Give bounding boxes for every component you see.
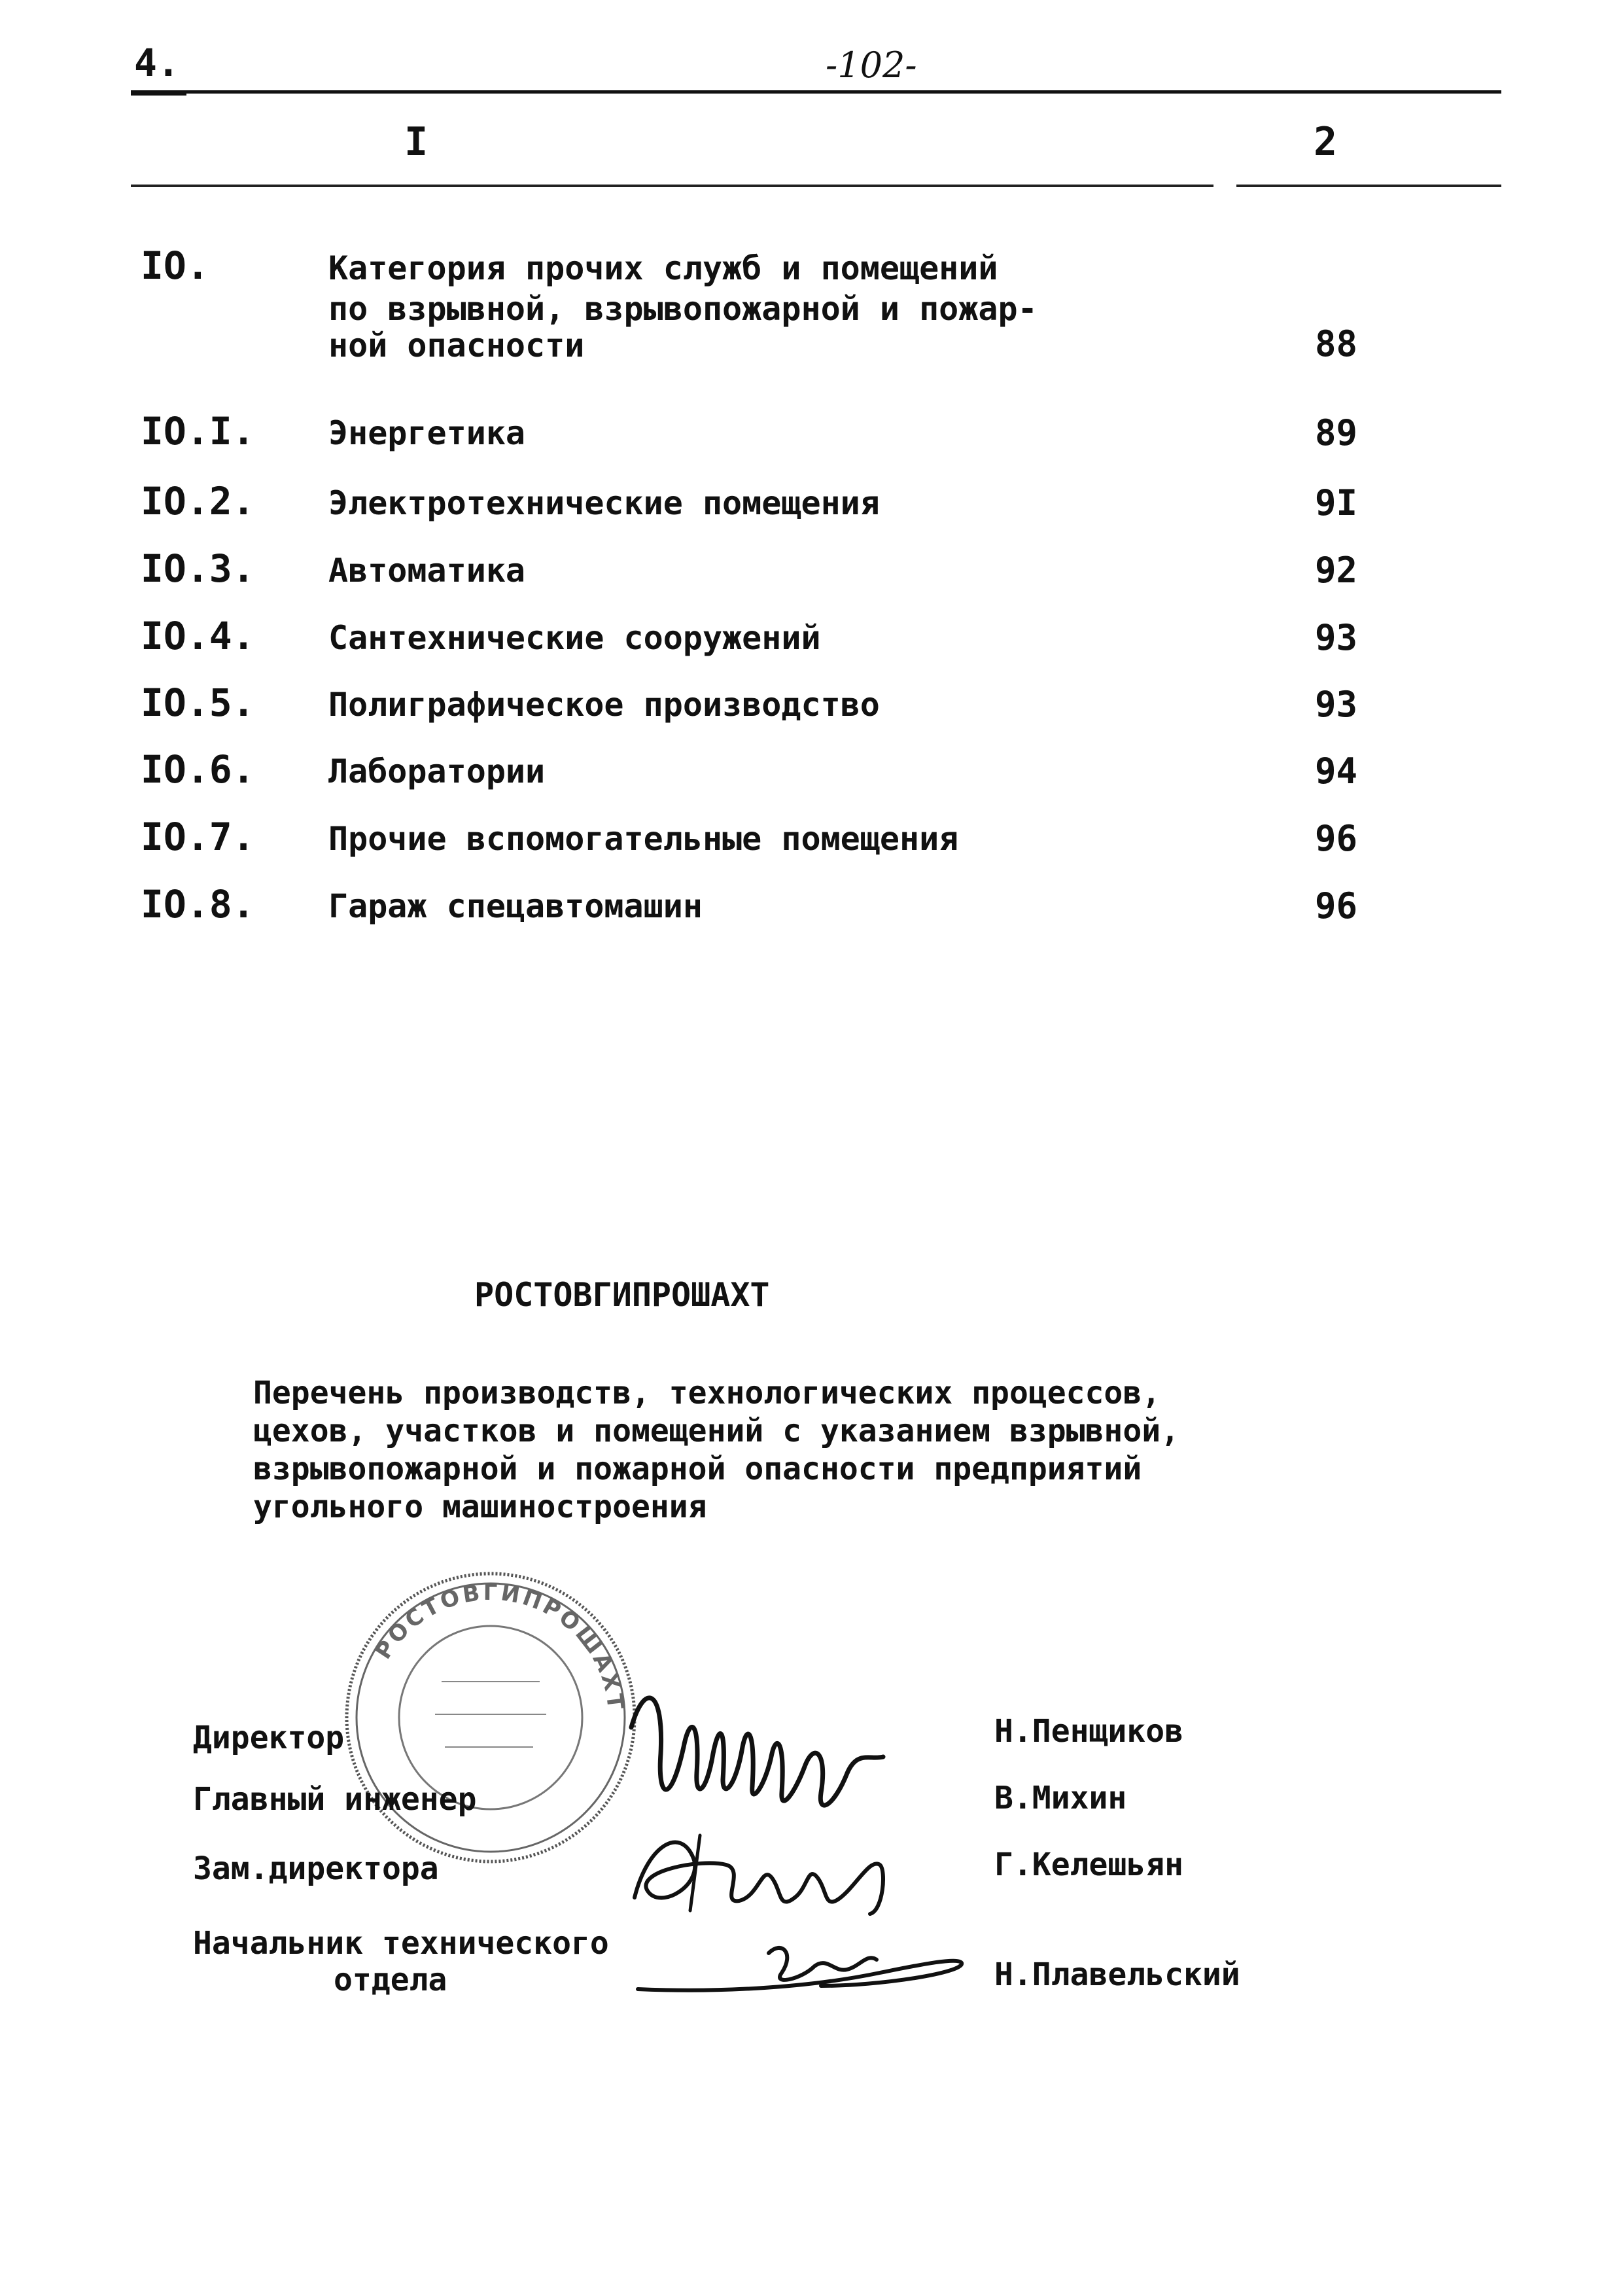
header-rule-right	[1236, 185, 1501, 187]
document-title-line: цехов, участков и помещений с указанием взрывной,	[253, 1413, 1180, 1449]
document-title-line: взрывопожарной и пожарной опасности предприятий	[253, 1451, 1142, 1487]
sheet-number: 4.	[134, 41, 180, 85]
column-header-1: I	[404, 119, 428, 165]
toc-page: 92	[1315, 550, 1358, 591]
toc-number: IO.2.	[141, 479, 255, 523]
toc-number: IO.5.	[141, 680, 255, 725]
signatory-role-director: Директор	[193, 1720, 345, 1756]
toc-title-line: Гараж спецавтомашин	[328, 887, 703, 925]
header-rule-left	[131, 185, 1213, 187]
toc-number: IO.6.	[141, 747, 255, 792]
toc-title-line: по взрывной, взрывопожарной и пожар-	[328, 290, 1038, 328]
toc-title-line: Сантехнические сооружений	[328, 619, 821, 657]
signatory-name-director: Н.Пенщиков	[994, 1713, 1183, 1750]
signatory-name-deputy-director: Г.Келешьян	[994, 1846, 1183, 1883]
svg-text:РОСТОВГИПРОШАХТ: РОСТОВГИПРОШАХТ	[370, 1579, 629, 1714]
deputy-director-signature	[621, 1819, 896, 1937]
toc-number: IO.	[141, 243, 209, 288]
toc-page: 96	[1315, 818, 1358, 859]
toc-page: 94	[1315, 751, 1358, 792]
round-seal-stamp	[337, 1564, 644, 1871]
signatory-role-tech-head: Начальник технического	[193, 1925, 609, 1962]
signatory-name-chief-engineer: В.Михин	[994, 1780, 1127, 1816]
toc-title-line: Энергетика	[328, 414, 526, 452]
document-title	[253, 1374, 1300, 1526]
toc-page: 88	[1315, 323, 1358, 364]
toc-page: 89	[1315, 412, 1358, 453]
toc-title-line: Прочие вспомогательные помещения	[328, 820, 959, 858]
toc-page: 96	[1315, 885, 1358, 927]
toc-title-line: Автоматика	[328, 552, 526, 590]
toc-title-line: ной опасности	[328, 327, 585, 364]
document-title-line: Перечень производств, технологических процессов,	[253, 1375, 1161, 1411]
toc-title-line: Электротехнические помещения	[328, 484, 880, 522]
toc-number: IO.4.	[141, 614, 255, 658]
toc-number: IO.I.	[141, 409, 255, 453]
page-number: -102-	[826, 44, 917, 86]
toc-number: IO.7.	[141, 815, 255, 859]
toc-number: IO.8.	[141, 882, 255, 927]
toc-page: 93	[1315, 684, 1358, 725]
toc-title-line: Лаборатории	[328, 752, 546, 790]
document-title-line: угольного машиностроения	[253, 1489, 707, 1525]
tech-head-signature	[631, 1927, 971, 2012]
signatory-name-tech-head: Н.Плавельский	[994, 1956, 1240, 1993]
signatory-role-deputy-director: Зам.директора	[193, 1850, 439, 1887]
toc-number: IO.3.	[141, 546, 255, 591]
toc-title-line: Полиграфическое производство	[328, 686, 880, 724]
director-signature	[625, 1675, 893, 1826]
top-rule	[131, 90, 1501, 94]
signatory-role-tech-head-line2: отдела	[334, 1962, 447, 1998]
toc-page: 93	[1315, 617, 1358, 658]
toc-page: 9I	[1315, 482, 1358, 523]
signatory-role-chief-engineer: Главный инженер	[193, 1781, 477, 1818]
organization-name: РОСТОВГИПРОШАХТ	[474, 1276, 770, 1314]
toc-title-line: Категория прочих служб и помещений	[328, 249, 998, 287]
column-header-2: 2	[1314, 119, 1338, 165]
